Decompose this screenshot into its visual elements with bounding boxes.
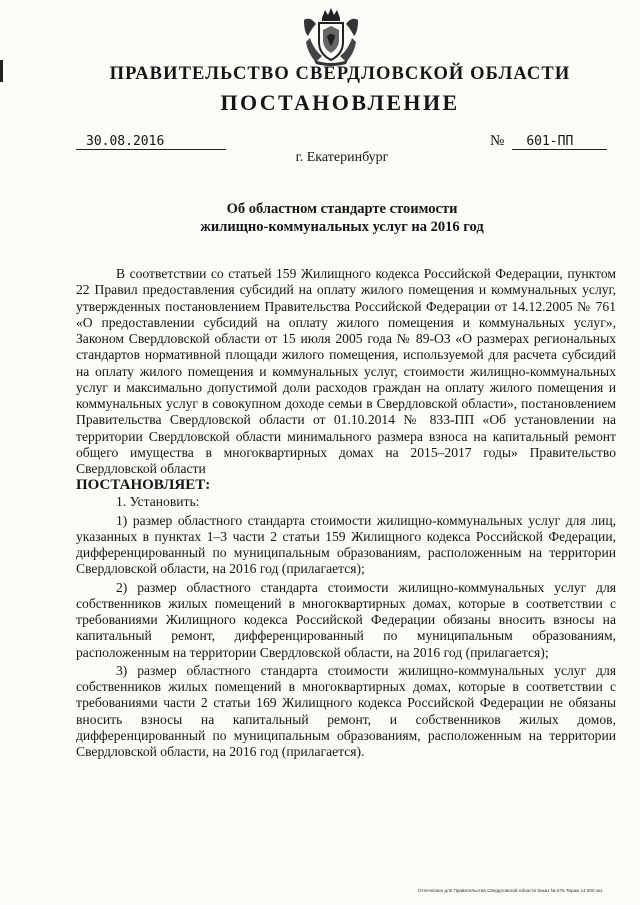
scan-edge-mark xyxy=(0,60,3,82)
government-title: ПРАВИТЕЛЬСТВО СВЕРДЛОВСКОЙ ОБЛАСТИ xyxy=(109,64,571,84)
number-sign: № xyxy=(490,133,505,149)
decree-number: 601-ПП xyxy=(512,134,607,150)
resolves-heading: ПОСТАНОВЛЯЕТ: xyxy=(76,477,211,494)
item-2: 2) размер областного стандарта стоимости жилищно-коммунальных услуг для собственников жилых помещений в многоквартирных домах, которые в соответствии с требованиями Жилищного кодекса Российской Федерации обязаны вносить взносы на капитальный ремонт, дифференцированный по муниципальным образованиям, расположенным на территории Свердловской области, на 2016 год (прилагается); xyxy=(76,579,616,660)
decree-body xyxy=(76,266,616,760)
coat-of-arms-icon xyxy=(300,6,362,66)
decree-date: 30.08.2016 xyxy=(76,134,226,150)
city: г. Екатеринбург xyxy=(295,150,389,165)
subject-line-2: жилищно-коммунальных услуг на 2016 год xyxy=(200,219,484,235)
print-note: Отпечатано для Правительства Свердловской области Заказ № 575 Тираж 14 000 экз xyxy=(418,888,603,893)
point-1: 1. Установить: xyxy=(116,494,200,510)
preamble-paragraph: В соответствии со статьей 159 Жилищного кодекса Российской Федерации, пунктом 22 Правил предоставления субсидий на оплату жилого помещения и коммунальных услуг, утвержденных постановлением Правительства Российской Федерации от 14.12.2005 № 761 «О предоставлении субсидий на оплату жилого помещения и коммунальных услуг», Законом Свердловской области от 15 июля 2005 года № 89-ОЗ «О размерах региональных стандартов нормативной площади жилого помещения, используемой для расчета субсидий на оплату жилого помещения и коммунальных услуг, стоимости жилищно-коммунальных услуг и максимально допустимой доли расходов граждан на оплату жилого помещения и коммунальных услуг в совокупном доходе семьи в Свердловской области», постановлением Правительства Свердловской области от 01.10.2014 № 833-ПП «Об установлении на территории Свердловской области минимального размера взноса на капитальный ремонт общего имущества в многоквартирных домах на 2015–2017 годы» Правительство Свердловской области xyxy=(76,266,616,476)
decree-number-block xyxy=(490,133,607,150)
document-type-title: ПОСТАНОВЛЕНИЕ xyxy=(220,90,460,115)
item-3: 3) размер областного стандарта стоимости жилищно-коммунальных услуг для собственников жилых помещений в многоквартирных домах, которые в соответствии с требованиями части 2 статьи 169 Жилищного кодекса Российской Федерации не обязаны вносить взносы на капитальный ремонт, и собственников жилых домов, дифференцированный по муниципальным образованиям, расположенным на территории Свердловской области, на 2016 год (прилагается). xyxy=(76,662,616,759)
subject-line-1: Об областном стандарте стоимости xyxy=(226,201,458,217)
decree-subject xyxy=(22,200,640,236)
item-1: 1) размер областного стандарта стоимости жилищно-коммунальных услуг для лиц, указанных в пунктах 1–3 части 2 статьи 159 Жилищного кодекса Российской Федерации, дифференцированный по муниципальным образованиям, расположенным на территории Свердловской области, на 2016 год (прилагается); xyxy=(76,512,616,577)
